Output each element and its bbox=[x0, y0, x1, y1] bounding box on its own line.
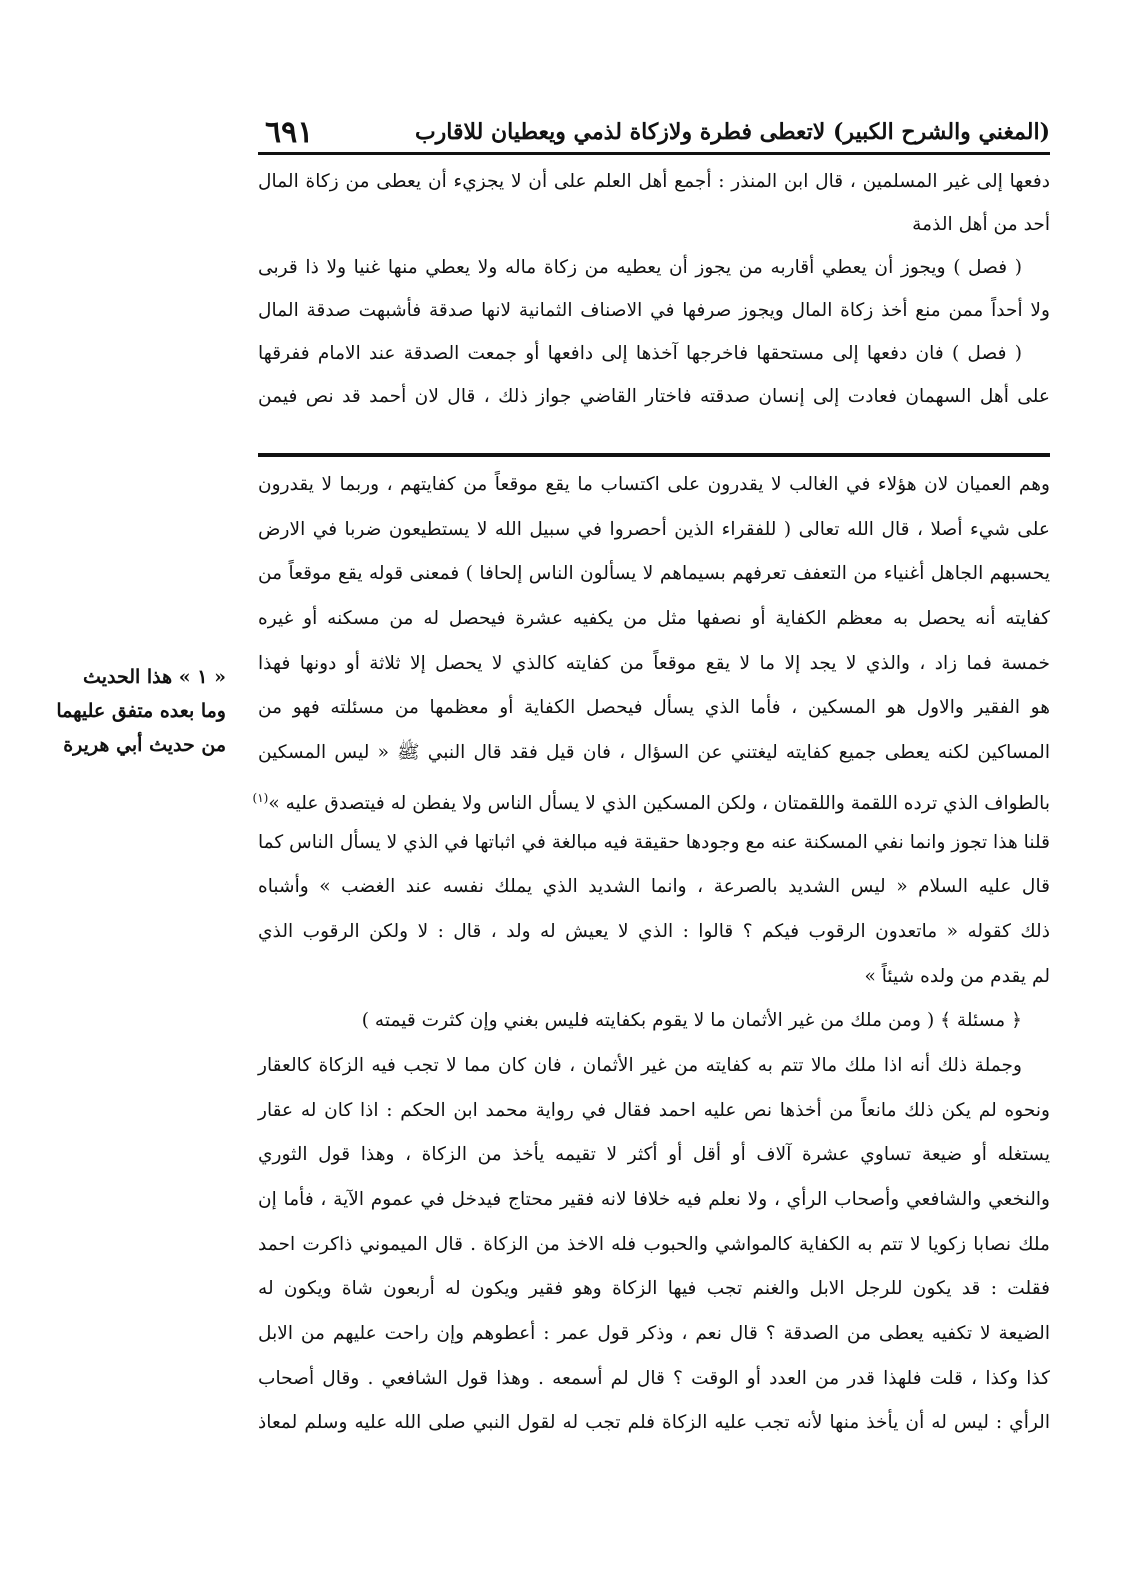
text-line: وجملة ذلك أنه اذا ملك مالا تتم به كفايته من غير الأثمان ، فان كان مما لا تجب فيه الزكاة كالعقار bbox=[258, 1054, 1022, 1076]
text-line: والنخعي والشافعي وأصحاب الرأي ، ولا نعلم فيه خلافا لانه فقير محتاج فيدخل في عموم الآية ، فأما إن bbox=[258, 1189, 1050, 1210]
text-line: الضيعة لا تكفيه يعطى من الصدقة ؟ قال نعم ، وذكر قول عمر : أعطوهم وإن راحت عليهم من الابل bbox=[258, 1323, 1050, 1345]
text-line: ( فصل ) ويجوز أن يعطي أقاربه من يجوز أن يعطيه من زكاة ماله ولا يعطي منها غنيا ولا ذا قربى bbox=[258, 257, 1023, 278]
text-line: الرأي : ليس له أن يأخذ منها لأنه تجب عليه الزكاة فلم تجب له لقول النبي صلى الله عليه وسلم لمعاذ bbox=[258, 1412, 1050, 1434]
upper-text-block bbox=[258, 160, 1050, 418]
text-line: وهم العميان لان هؤلاء في الغالب لا يقدرون على اكتساب ما يقع موقعاً من كفايتهم ، وربما لا يقدرون bbox=[258, 474, 1050, 495]
text-line: على أهل السهمان فعادت إلى إنسان صدقته فاختار القاضي جواز ذلك ، قال لان أحمد قد نص فيمن bbox=[258, 386, 1050, 407]
text-span: بالطواف الذي ترده اللقمة واللقمتان ، ولكن المسكين الذي لا يسأل الناس ولا يفطن له فيتصدق عليه » bbox=[268, 793, 1050, 814]
text-line: ولا أحداً ممن منع أخذ زكاة المال ويجوز صرفها في الاصناف الثمانية لانها صدقة فأشبهت صدقة المال bbox=[258, 300, 1050, 321]
text-line: قال عليه السلام « ليس الشديد بالصرعة ، وانما الشديد الذي يملك نفسه عند الغضب » وأشباه bbox=[258, 876, 1050, 898]
page-number: ٦٩١ bbox=[265, 114, 314, 150]
footnote-marker: (١) bbox=[252, 790, 269, 805]
text-line: لم يقدم من ولده شيئاً » bbox=[864, 965, 1050, 987]
text-line: خمسة فما زاد ، والذي لا يجد إلا ما لا يقع موقعاً من كفايته كالذي لا يحصل إلا ثلاثة أو دونها فهذا bbox=[258, 652, 1050, 674]
margin-footnote bbox=[8, 660, 226, 762]
lower-text-block bbox=[252, 463, 1051, 1446]
margin-note-line: من حديث أبي هريرة bbox=[63, 734, 226, 756]
section-divider-rule bbox=[258, 453, 1050, 457]
text-line: أحد من أهل الذمة bbox=[912, 214, 1050, 235]
margin-note-line: وما بعده متفق عليهما bbox=[56, 700, 226, 722]
text-line: يحسبهم الجاهل أغنياء من التعفف تعرفهم بسيماهم لا يسألون الناس إلحافا ) فمعنى قوله يقع موقعاً من bbox=[258, 563, 1050, 585]
text-line-with-footnote bbox=[252, 776, 1050, 821]
text-line: فقلت : قد يكون للرجل الابل والغنم تجب فيها الزكاة وهو فقير ويكون له أربعون شاة ويكون له bbox=[258, 1278, 1050, 1300]
header-rule bbox=[258, 152, 1050, 155]
text-line: يستغله أو ضيعة تساوي عشرة آلاف أو أقل أو أكثر لا تقيمه يأخذ من الزكاة ، وهذا قول الثوري bbox=[258, 1144, 1050, 1166]
text-line: كذا وكذا ، قلت فلهذا قدر من العدد أو الوقت ؟ قال لم أسمعه . وهذا قول الشافعي . وقال أصحاب bbox=[258, 1367, 1050, 1389]
text-line: ملك نصابا زكويا لا تتم به الكفاية كالمواشي والحبوب فله الاخذ من الزكاة . قال الميموني ذاكرت احمد bbox=[258, 1233, 1050, 1255]
text-line: دفعها إلى غير المسلمين ، قال ابن المنذر : أجمع أهل العلم على أن لا يجزيء أن يعطى من زكاة المال bbox=[258, 171, 1050, 192]
running-header bbox=[265, 112, 1050, 152]
running-title: (المغني والشرح الكبير) لاتعطى فطرة ولازكاة لذمي ويعطيان للاقارب bbox=[414, 119, 1050, 145]
text-line: ذلك كقوله « ماتعدون الرقوب فيكم ؟ قالوا : الذي لا يعيش له ولد ، قال : لا ولكن الرقوب الذي bbox=[258, 920, 1050, 942]
text-line: ( فصل ) فان دفعها إلى مستحقها فاخرجها آخذها إلى دافعها أو جمعت الصدقة عند الامام ففرقها bbox=[258, 343, 1022, 364]
text-line: على شيء أصلا ، قال الله تعالى ( للفقراء الذين أحصروا في سبيل الله لا يستطيعون ضربا في الارض bbox=[258, 518, 1050, 540]
margin-note-line: « ١ » هذا الحديث bbox=[83, 666, 226, 688]
text-line: كفايته أنه يحصل به معظم الكفاية أو نصفها مثل من يكفيه عشرة فيحصل له من مسكنه أو غيره bbox=[258, 608, 1051, 630]
text-line: ونحوه لم يكن ذلك مانعاً من أخذها نص عليه احمد فقال في رواية محمد ابن الحكم : اذا كان له عقار bbox=[258, 1099, 1050, 1121]
text-line: قلنا هذا تجوز وانما نفي المسكنة عنه مع وجودها حقيقة فيه مبالغة في اثباتها في الذي لا يسأل الناس كما bbox=[257, 831, 1050, 853]
masala-heading-line: ﴿ مسئلة ﴾ ( ومن ملك من غير الأثمان ما لا يقوم بكفايته فليس بغني وإن كثرت قيمته ) bbox=[361, 1010, 1022, 1032]
text-line: هو الفقير والاول هو المسكين ، فأما الذي يسأل فيحصل الكفاية أو معظمها من مسئلته فهو من bbox=[258, 697, 1050, 719]
text-line: المساكين لكنه يعطى جميع كفايته ليغتني عن السؤال ، فان قيل فقد قال النبي ﷺ « ليس المسكين bbox=[258, 742, 1050, 764]
